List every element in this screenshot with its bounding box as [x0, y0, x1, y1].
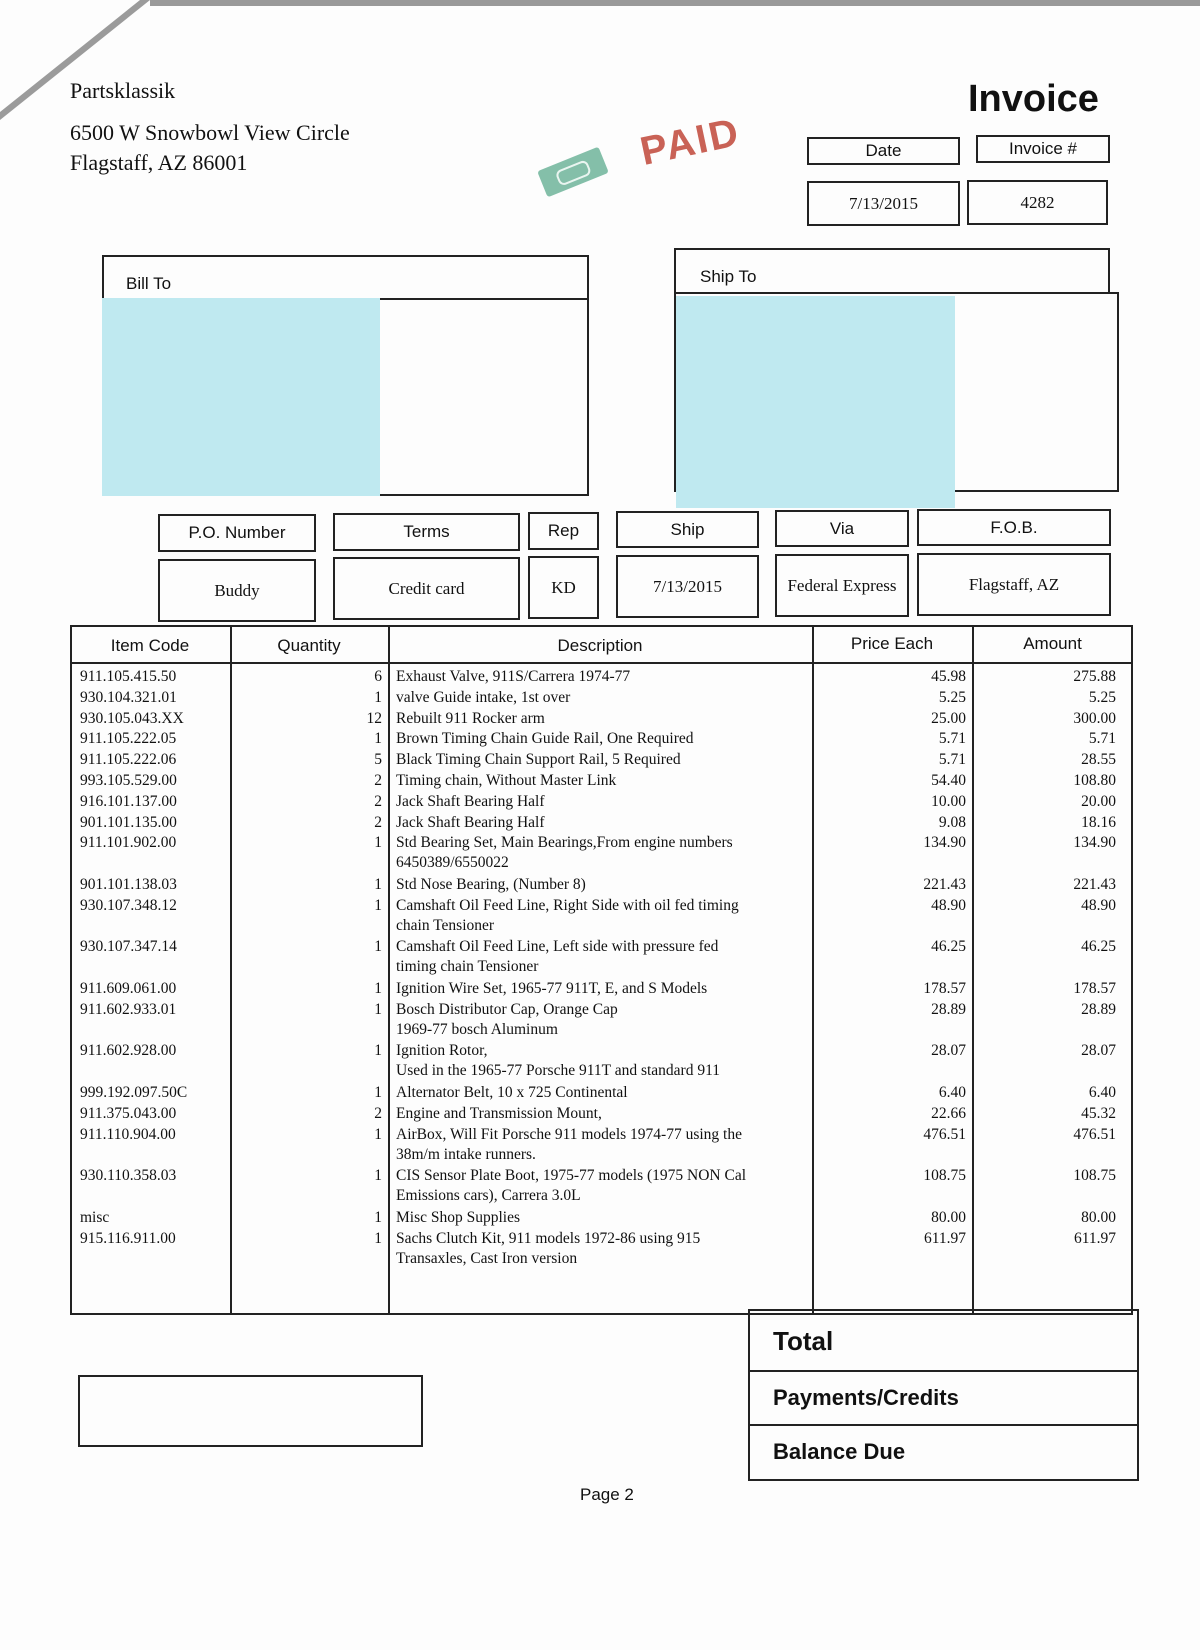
- item-quantity: 1: [374, 1229, 382, 1247]
- address-line-2: Flagstaff, AZ 86001: [70, 150, 248, 175]
- rep-value: KD: [528, 556, 599, 619]
- item-quantity: 1: [374, 938, 382, 956]
- document-title: Invoice: [968, 78, 1099, 120]
- item-description-line: timing chain Tensioner: [396, 958, 539, 976]
- item-description: [396, 875, 806, 895]
- item-quantity: 1: [374, 1208, 382, 1226]
- item-code: 930.105.043.XX: [80, 709, 184, 727]
- item-quantity: 6: [374, 668, 382, 685]
- item-description-line: Brown Timing Chain Guide Rail, One Required: [396, 730, 694, 748]
- item-price-each: 611.97: [923, 1229, 966, 1247]
- memo-box: [78, 1375, 423, 1447]
- item-quantity: 1: [374, 1084, 382, 1101]
- item-price-each: 45.98: [931, 668, 966, 685]
- item-description: [396, 1166, 806, 1206]
- item-amount: 275.88: [1073, 668, 1116, 685]
- date-value: 7/13/2015: [807, 181, 960, 226]
- item-description-line: Alternator Belt, 10 x 725 Continental: [396, 1084, 628, 1101]
- item-description: [396, 1000, 806, 1040]
- item-price-each: 5.25: [938, 688, 966, 706]
- item-quantity: 2: [374, 792, 382, 810]
- item-price-each: 80.00: [931, 1208, 966, 1226]
- item-quantity: 1: [374, 1000, 382, 1018]
- item-description-line: Ignition Wire Set, 1965-77 911T, E, and S Models: [396, 980, 708, 997]
- item-description-line: Emissions cars), Carrera 3.0L: [396, 1187, 581, 1205]
- address-line-1: 6500 W Snowbowl View Circle: [70, 120, 350, 145]
- item-description-line: valve Guide intake, 1st over: [396, 688, 571, 706]
- item-description: [396, 937, 806, 977]
- item-description: [396, 979, 806, 999]
- item-amount: 221.43: [1073, 876, 1116, 893]
- ship-label: Ship: [616, 511, 759, 548]
- item-amount: 476.51: [1073, 1125, 1116, 1143]
- item-price-each: 22.66: [931, 1104, 966, 1122]
- item-quantity: 1: [374, 896, 382, 914]
- totals-divider-1: [748, 1370, 1139, 1372]
- item-amount: 5.25: [1088, 688, 1116, 706]
- fob-label: F.O.B.: [917, 509, 1111, 546]
- item-code: 930.104.321.01: [80, 688, 177, 706]
- item-description-line: Camshaft Oil Feed Line, Left side with pressure fed: [396, 938, 719, 956]
- item-code: 911.105.222.05: [80, 730, 177, 748]
- item-description: [396, 709, 806, 729]
- item-code: 911.602.933.01: [80, 1000, 177, 1018]
- item-price-each: 28.07: [931, 1042, 966, 1060]
- item-amount: 611.97: [1073, 1229, 1116, 1247]
- col-header-item-code: Item Code: [110, 636, 190, 655]
- item-description-line: Std Bearing Set, Main Bearings,From engine numbers: [396, 834, 733, 852]
- item-price-each: 28.89: [931, 1000, 966, 1018]
- item-amount: 20.00: [1081, 792, 1116, 810]
- item-amount: 28.07: [1081, 1042, 1116, 1060]
- item-amount: 300.00: [1073, 709, 1116, 727]
- item-quantity: 1: [374, 730, 382, 748]
- item-quantity: 1: [374, 980, 382, 997]
- item-description: [396, 1208, 806, 1228]
- item-code: 911.105.222.06: [80, 751, 177, 769]
- item-description-line: AirBox, Will Fit Porsche 911 models 1974-77 using the: [396, 1125, 742, 1143]
- company-name: Partsklassik: [70, 78, 176, 103]
- item-price-each: 9.08: [938, 813, 966, 831]
- col-header-amount: Amount: [1023, 634, 1082, 653]
- item-code: 930.107.348.12: [80, 896, 177, 914]
- item-description: [396, 1229, 806, 1269]
- item-description-line: chain Tensioner: [396, 916, 495, 934]
- item-code: 993.105.529.00: [80, 772, 177, 789]
- item-quantity: 1: [374, 688, 382, 706]
- item-price-each: 46.25: [931, 938, 966, 956]
- item-description-line: Timing chain, Without Master Link: [396, 772, 617, 789]
- item-description-line: 38m/m intake runners.: [396, 1145, 536, 1163]
- item-description-line: CIS Sensor Plate Boot, 1975-77 models (1975 NON Cal: [396, 1167, 747, 1185]
- item-price-each: 108.75: [923, 1167, 966, 1185]
- po-number-value: Buddy: [158, 559, 316, 622]
- item-code: 915.116.911.00: [80, 1229, 176, 1247]
- item-price-each: 6.40: [938, 1084, 966, 1101]
- item-code: 911.110.904.00: [80, 1125, 176, 1143]
- item-description: [396, 1125, 806, 1165]
- item-quantity: 1: [374, 876, 382, 893]
- date-label: Date: [807, 137, 960, 165]
- item-quantity: 5: [374, 751, 382, 769]
- item-description: [396, 1104, 806, 1124]
- fob-value: Flagstaff, AZ: [917, 553, 1111, 616]
- item-code: misc: [80, 1208, 110, 1226]
- item-description: [396, 667, 806, 687]
- item-price-each: 25.00: [931, 709, 966, 727]
- item-description-line: Sachs Clutch Kit, 911 models 1972-86 using 915: [396, 1229, 701, 1247]
- item-description: [396, 771, 806, 791]
- item-quantity: 12: [366, 709, 382, 727]
- item-description-line: Misc Shop Supplies: [396, 1208, 521, 1226]
- item-description-line: Std Nose Bearing, (Number 8): [396, 876, 586, 893]
- item-description-line: Ignition Rotor,: [396, 1042, 488, 1060]
- item-amount: 6.40: [1088, 1084, 1116, 1101]
- money-bill-icon: [537, 147, 609, 198]
- item-description: [396, 896, 806, 936]
- po-number-label: P.O. Number: [158, 514, 316, 552]
- item-description-line: Transaxles, Cast Iron version: [396, 1249, 578, 1267]
- bill-to-label: Bill To: [126, 274, 172, 293]
- item-price-each: 134.90: [923, 834, 966, 852]
- item-amount: 18.16: [1081, 813, 1116, 831]
- via-label: Via: [775, 510, 909, 547]
- item-price-each: 10.00: [931, 792, 966, 810]
- paid-stamp-icon: PAID: [636, 110, 744, 174]
- item-quantity: 1: [374, 1167, 382, 1185]
- item-description-line: Jack Shaft Bearing Half: [396, 792, 545, 810]
- item-description: [396, 750, 806, 770]
- item-description: [396, 792, 806, 812]
- payments-credits-label: Payments/Credits: [773, 1385, 959, 1410]
- item-code: 930.110.358.03: [80, 1167, 177, 1185]
- scan-edge: [150, 0, 1200, 6]
- item-price-each: 178.57: [923, 980, 966, 997]
- bill-to-redaction: [102, 298, 380, 496]
- item-amount: 134.90: [1073, 834, 1116, 852]
- item-amount: 45.32: [1081, 1104, 1116, 1122]
- item-amount: 178.57: [1073, 980, 1116, 997]
- item-price-each: 5.71: [938, 751, 966, 769]
- item-description-line: Jack Shaft Bearing Half: [396, 813, 545, 831]
- item-price-each: 476.51: [923, 1125, 966, 1143]
- item-code: 911.602.928.00: [80, 1042, 177, 1060]
- item-amount: 5.71: [1088, 730, 1116, 748]
- invoice-number-value: 4282: [967, 180, 1108, 225]
- total-label: Total: [773, 1326, 834, 1356]
- item-price-each: 5.71: [938, 730, 966, 748]
- item-code: 911.375.043.00: [80, 1104, 177, 1122]
- item-quantity: 2: [374, 772, 382, 789]
- item-description-line: Bosch Distributor Cap, Orange Cap: [396, 1000, 618, 1018]
- item-description: [396, 688, 806, 708]
- balance-due-label: Balance Due: [773, 1439, 906, 1464]
- item-description: [396, 833, 806, 873]
- item-code: 999.192.097.50C: [80, 1084, 188, 1101]
- item-price-each: 221.43: [923, 876, 966, 893]
- item-description-line: 6450389/6550022: [396, 854, 509, 872]
- item-code: 911.609.061.00: [80, 980, 177, 997]
- item-description: [396, 813, 806, 833]
- item-code: 916.101.137.00: [80, 792, 177, 810]
- item-code: 911.105.415.50: [80, 668, 177, 685]
- item-description: [396, 1083, 806, 1103]
- company-address: [70, 118, 350, 178]
- item-amount: 48.90: [1081, 896, 1116, 914]
- ship-to-header: [674, 248, 1110, 294]
- item-code: 901.101.135.00: [80, 813, 177, 831]
- item-description-line: Engine and Transmission Mount,: [396, 1104, 602, 1122]
- item-description-line: Camshaft Oil Feed Line, Right Side with oil fed timing: [396, 896, 739, 914]
- totals-divider-2: [748, 1424, 1139, 1426]
- item-quantity: 1: [374, 1125, 382, 1143]
- item-description-line: Used in the 1965-77 Porsche 911T and standard 911: [396, 1062, 721, 1080]
- col-header-quantity: Quantity: [277, 636, 341, 655]
- item-description-line: 1969-77 bosch Aluminum: [396, 1020, 558, 1038]
- ship-to-redaction: [676, 296, 955, 508]
- item-amount: 28.55: [1081, 751, 1116, 769]
- via-value: Federal Express: [775, 554, 909, 617]
- item-code: 930.107.347.14: [80, 938, 177, 956]
- item-amount: 108.75: [1073, 1167, 1116, 1185]
- item-description-line: Black Timing Chain Support Rail, 5 Required: [396, 751, 681, 769]
- item-amount: 46.25: [1081, 938, 1116, 956]
- item-description-line: Exhaust Valve, 911S/Carrera 1974-77: [396, 668, 631, 685]
- page-number: Page 2: [580, 1485, 634, 1504]
- col-header-price-each: Price Each: [850, 634, 934, 653]
- item-amount: 80.00: [1081, 1208, 1116, 1226]
- item-quantity: 2: [374, 813, 382, 831]
- item-description: [396, 1041, 806, 1081]
- bill-to-header: [102, 255, 589, 300]
- item-description: [396, 729, 806, 749]
- item-code: 911.101.902.00: [80, 834, 177, 852]
- item-description-line: Rebuilt 911 Rocker arm: [396, 709, 545, 727]
- item-code: 901.101.138.03: [80, 876, 177, 893]
- item-quantity: 1: [374, 834, 382, 852]
- item-price-each: 54.40: [931, 772, 966, 789]
- ship-to-label: Ship To: [700, 267, 757, 286]
- item-amount: 108.80: [1073, 772, 1116, 789]
- terms-value: Credit card: [333, 557, 520, 620]
- item-price-each: 48.90: [931, 896, 966, 914]
- col-divider-2: [388, 627, 390, 1315]
- terms-label: Terms: [333, 513, 520, 551]
- item-quantity: 2: [374, 1104, 382, 1122]
- col-header-description: Description: [557, 636, 643, 655]
- ship-date-value: 7/13/2015: [616, 555, 759, 618]
- item-quantity: 1: [374, 1042, 382, 1060]
- item-amount: 28.89: [1081, 1000, 1116, 1018]
- rep-label: Rep: [528, 512, 599, 550]
- invoice-number-label: Invoice #: [976, 135, 1110, 163]
